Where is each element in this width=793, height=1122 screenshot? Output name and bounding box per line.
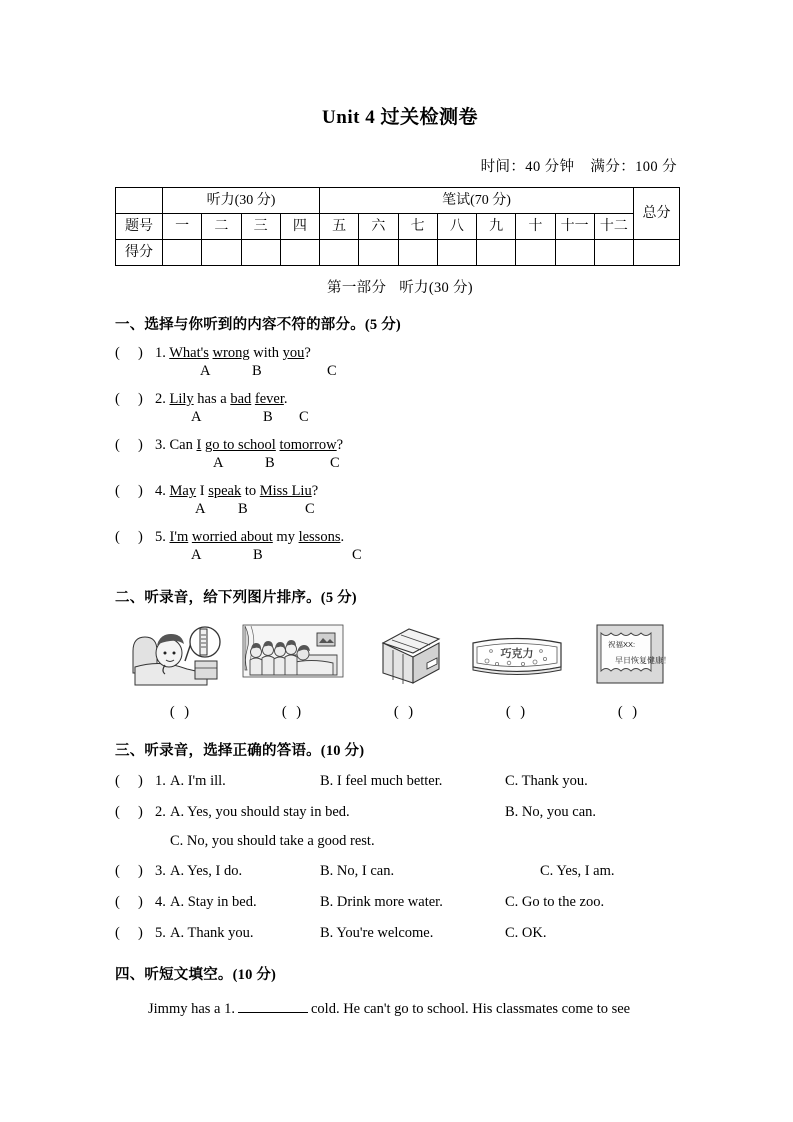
choice-letters-row [115, 455, 685, 472]
question-number: 5. [155, 529, 166, 545]
choice-letter-b[interactable]: B [265, 455, 275, 471]
option-c[interactable]: C. Go to the zoo. [505, 894, 605, 910]
get-well-card-line2: 早日恢复健康！ [615, 656, 671, 665]
answer-bracket[interactable]: ( ) [115, 804, 143, 820]
choice-letter-c[interactable]: C [352, 547, 362, 563]
question-text: What's wrong with you? [169, 345, 311, 361]
choice-letter-b[interactable]: B [238, 501, 248, 517]
score-table-listening-header: 听力(30 分) [163, 188, 320, 214]
picture-item [573, 621, 685, 721]
picture-item [349, 621, 461, 721]
answer-bracket[interactable]: ( ) [115, 773, 143, 789]
choice-letter-c[interactable]: C [299, 409, 309, 425]
choice-letter-a[interactable]: A [191, 409, 202, 425]
page-title: Unit 4 过关检测卷 [322, 107, 478, 128]
question-text: May I speak to Miss Liu? [169, 483, 319, 499]
question-row [115, 483, 685, 500]
question-text: Can I go to school tomorrow? [169, 437, 344, 453]
question-row [115, 894, 685, 912]
choice-letter-c[interactable]: C [330, 455, 340, 471]
picture-answer-blank[interactable]: ( ) [169, 704, 193, 720]
section-two-heading: 二、听录音，给下列图片排序。(5 分) [115, 590, 357, 606]
listening-passage [115, 999, 685, 1021]
option-a[interactable]: A. I'm ill. [170, 773, 226, 789]
choice-letter-a[interactable]: A [200, 363, 211, 379]
question-row [115, 529, 685, 546]
section-one-questions [115, 345, 685, 564]
sick-boy-in-bed-with-thermometer-icon [129, 621, 233, 687]
score-cell-total[interactable] [634, 240, 680, 266]
question-row [115, 804, 685, 822]
choice-letter-b[interactable]: B [253, 547, 263, 563]
stack-of-books-icon [353, 621, 457, 687]
choice-letters-row [115, 363, 685, 380]
choice-letter-a[interactable]: A [191, 547, 202, 563]
option-c[interactable]: C. Thank you. [505, 773, 588, 789]
score-table-corner-cell [116, 188, 163, 214]
question-row [115, 863, 685, 881]
score-table-q3: 三 [241, 214, 280, 240]
choice-letter-a[interactable]: A [195, 501, 206, 517]
option-c[interactable]: C. Yes, I am. [540, 863, 615, 879]
score-table-row-label-score: 得分 [116, 240, 163, 266]
score-table-q1: 一 [163, 214, 202, 240]
question-text: I'm worried about my lessons. [169, 529, 345, 545]
option-c[interactable]: C. OK. [505, 925, 547, 941]
question-number: 3. [155, 437, 166, 453]
question-number: 4. [155, 483, 166, 499]
page-content [115, 0, 685, 1021]
score-table-q12: 十二 [594, 214, 633, 240]
score-table-q11: 十一 [555, 214, 594, 240]
picture-item [125, 621, 237, 721]
get-well-card-icon [577, 621, 681, 687]
score-table-written-header: 笔试(70 分) [320, 188, 634, 214]
question-number: 2. [155, 391, 166, 407]
score-cell-12[interactable] [594, 240, 633, 266]
question-number: 5. [155, 925, 166, 941]
choice-letters-row [115, 409, 685, 426]
chocolate-box-icon [465, 621, 569, 687]
question-row [115, 437, 685, 454]
score-cell-1[interactable] [163, 240, 202, 266]
option-c[interactable]: C. No, you should take a good rest. [170, 833, 375, 849]
question-number: 1. [155, 773, 166, 789]
choice-letter-c[interactable]: C [305, 501, 315, 517]
question-text: Lily has a bad fever. [169, 391, 288, 407]
option-a[interactable]: A. Yes, I do. [170, 863, 243, 879]
choice-letter-b[interactable]: B [263, 409, 273, 425]
score-table-q9: 九 [477, 214, 516, 240]
score-table-q2: 二 [202, 214, 241, 240]
option-a[interactable]: A. Yes, you should stay in bed. [170, 804, 350, 820]
score-table-score-row [116, 240, 680, 266]
score-cell-5[interactable] [320, 240, 359, 266]
question-row [115, 773, 685, 791]
answer-bracket[interactable]: ( ) [115, 863, 143, 879]
part-one-subject: 听力(30 分) [399, 280, 473, 296]
score-table-number-row [116, 214, 680, 240]
part-one-label: 第一部分 [327, 280, 387, 296]
choice-letters-row [115, 547, 685, 564]
score-cell-10[interactable] [516, 240, 555, 266]
option-a[interactable]: A. Stay in bed. [170, 894, 257, 910]
score-cell-8[interactable] [437, 240, 476, 266]
choice-letter-b[interactable]: B [252, 363, 262, 379]
picture-ordering-row [125, 621, 685, 721]
picture-answer-blank[interactable]: ( ) [281, 704, 305, 720]
option-b[interactable]: B. No, you can. [505, 804, 597, 820]
option-b[interactable]: B. I feel much better. [320, 773, 443, 789]
picture-answer-blank[interactable]: ( ) [617, 704, 641, 720]
option-b[interactable]: B. No, I can. [320, 863, 395, 879]
score-cell-6[interactable] [359, 240, 398, 266]
picture-item [237, 621, 349, 721]
time-label: 时间：40 分钟 [480, 159, 575, 175]
chocolate-box-caption: 巧克力 [500, 648, 534, 660]
picture-answer-blank[interactable]: ( ) [505, 704, 529, 720]
picture-answer-blank[interactable]: ( ) [393, 704, 417, 720]
score-cell-11[interactable] [555, 240, 594, 266]
section-one-heading: 一、选择与你听到的内容不符的部分。(5 分) [115, 317, 401, 333]
answer-bracket[interactable]: ( ) [115, 437, 143, 453]
score-table-q4: 四 [280, 214, 319, 240]
score-cell-7[interactable] [398, 240, 437, 266]
score-table-group-row [116, 188, 680, 214]
answer-bracket[interactable]: ( ) [115, 483, 143, 499]
question-row [115, 345, 685, 362]
option-b[interactable]: B. You're welcome. [320, 925, 434, 941]
answer-bracket[interactable]: ( ) [115, 345, 143, 361]
answer-bracket[interactable]: ( ) [115, 925, 143, 941]
question-number: 4. [155, 894, 166, 910]
question-row [115, 391, 685, 408]
score-table-q7: 七 [398, 214, 437, 240]
option-b[interactable]: B. Drink more water. [320, 894, 443, 910]
score-cell-2[interactable] [202, 240, 241, 266]
choice-letter-a[interactable]: A [213, 455, 224, 471]
score-table-total-header: 总分 [634, 188, 680, 240]
exam-meta [115, 155, 685, 176]
question-number: 2. [155, 804, 166, 820]
section-three-questions [115, 773, 685, 943]
score-cell-4[interactable] [280, 240, 319, 266]
score-table-row-label-number: 题号 [116, 214, 163, 240]
get-well-card-line1: 祝福XX: [608, 640, 636, 649]
choice-letters-row [115, 501, 685, 518]
score-table-q8: 八 [437, 214, 476, 240]
question-row [115, 925, 685, 943]
score-table-q6: 六 [359, 214, 398, 240]
score-cell-9[interactable] [477, 240, 516, 266]
passage-text-before: Jimmy has a 1. [148, 1001, 235, 1017]
option-a[interactable]: A. Thank you. [170, 925, 254, 941]
passage-blank-1[interactable] [238, 1000, 308, 1013]
answer-bracket[interactable]: ( ) [115, 391, 143, 407]
passage-text-after: cold. He can't go to school. His classmates come to see [311, 1001, 631, 1017]
answer-bracket[interactable]: ( ) [115, 894, 143, 910]
score-table-q10: 十 [516, 214, 555, 240]
question-number: 1. [155, 345, 166, 361]
score-cell-3[interactable] [241, 240, 280, 266]
section-four-heading: 四、听短文填空。(10 分) [115, 967, 277, 983]
question-number: 3. [155, 863, 166, 879]
fullscore-label: 满分：100 分 [590, 159, 677, 175]
score-table [115, 187, 680, 266]
answer-bracket[interactable]: ( ) [115, 529, 143, 545]
score-table-q5: 五 [320, 214, 359, 240]
choice-letter-c[interactable]: C [327, 363, 337, 379]
classmates-visiting-patient-icon [241, 621, 345, 687]
section-three-heading: 三、听录音，选择正确的答语。(10 分) [115, 743, 365, 759]
part-one-heading [115, 276, 685, 297]
picture-item [461, 621, 573, 721]
